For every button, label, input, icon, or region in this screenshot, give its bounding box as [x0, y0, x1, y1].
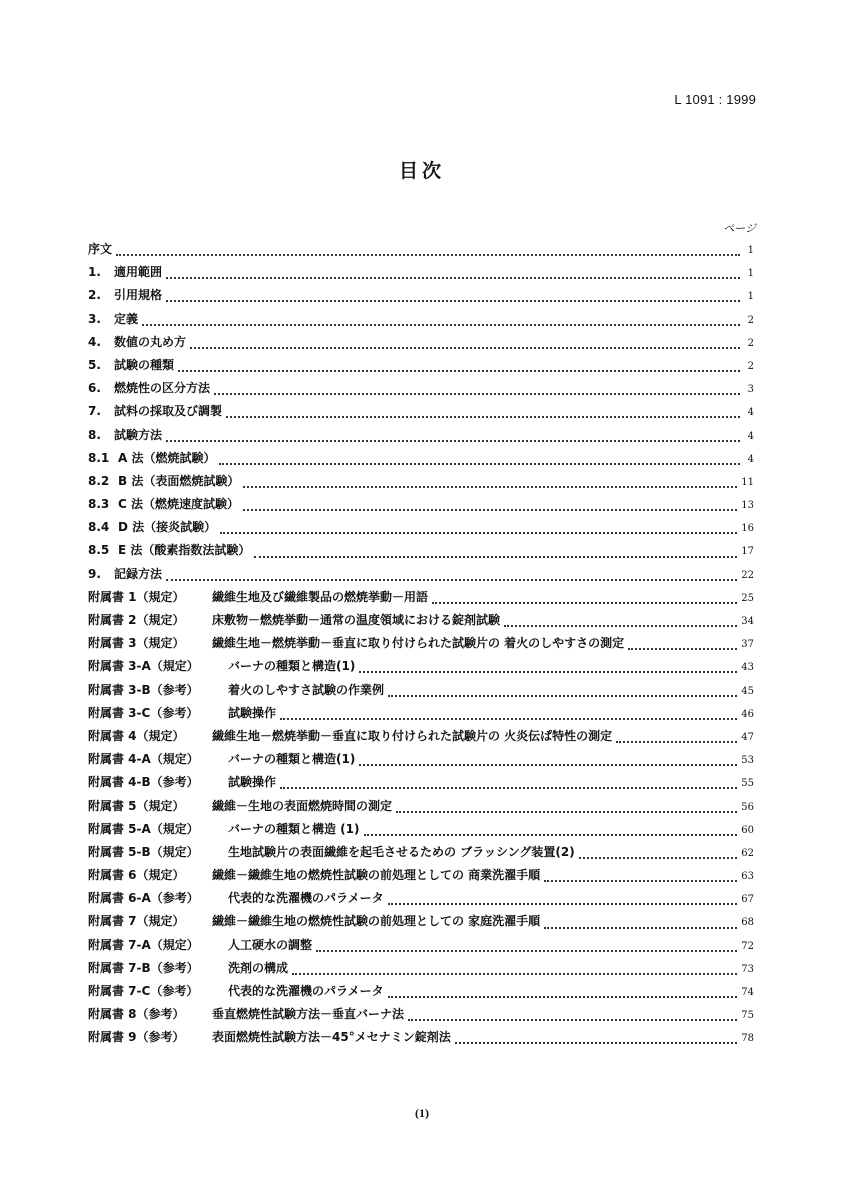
dot-leader [359, 670, 737, 673]
toc-entry-title: 適用範囲 [114, 265, 163, 280]
dot-leader [219, 462, 740, 465]
toc-entry-page: 25 [741, 592, 754, 604]
dot-leader [455, 1041, 738, 1044]
dot-leader [226, 415, 740, 418]
toc-entry[interactable] [88, 333, 754, 356]
toc-entry-number: 3. [88, 311, 101, 326]
toc-entry[interactable] [88, 889, 754, 912]
dot-leader [166, 276, 740, 279]
toc-entry-number: 附属書 5（規定） [88, 798, 185, 813]
toc-entry-number: 附属書 4-B（参考） [88, 775, 199, 790]
toc-entry-page: 62 [741, 847, 754, 859]
toc-entry-number: 附属書 5-B（規定） [88, 844, 199, 859]
dot-leader [166, 299, 740, 302]
toc-entry-title: D 法（接炎試験） [118, 520, 217, 535]
toc-entry[interactable] [88, 518, 754, 541]
toc-entry[interactable] [88, 982, 754, 1005]
toc-entry-number: 1. [88, 265, 101, 280]
toc-entry[interactable] [88, 449, 754, 472]
toc-entry-title: 繊維生地－燃焼挙動－垂直に取り付けられた試験片の 火炎伝ぱ特性の測定 [212, 728, 613, 743]
toc-entry[interactable] [88, 634, 754, 657]
dot-leader [178, 369, 740, 372]
toc-entry-page: 55 [741, 778, 754, 790]
toc-entry-page: 1 [747, 268, 754, 280]
dot-leader [316, 949, 737, 952]
toc-entry-title: 試験操作 [228, 705, 277, 720]
toc-entry[interactable] [88, 495, 754, 518]
dot-leader [432, 601, 737, 604]
dot-leader [166, 439, 740, 442]
toc-entry-title: 洗剤の構成 [228, 960, 289, 975]
toc-entry-number: 附属書 6（規定） [88, 868, 185, 883]
toc-entry-title: 数値の丸め方 [114, 334, 187, 349]
toc-entry-number: 附属書 3-B（参考） [88, 682, 199, 697]
toc-entry-number: 附属書 2（規定） [88, 613, 185, 627]
toc-entry-page: 2 [747, 360, 754, 372]
toc-entry-number: 附属書 8（参考） [88, 1007, 185, 1022]
toc-entry-number: 附属書 7-A（規定） [88, 937, 199, 952]
dot-leader [243, 485, 737, 488]
toc-entry-number: 附属書 3-A（規定） [88, 659, 199, 674]
toc-entry-page: 34 [741, 616, 754, 627]
toc-entry-number: 8.1 [88, 450, 110, 465]
toc-entry-page: 4 [747, 453, 754, 465]
dot-leader [544, 926, 737, 929]
toc-entry-title: バーナの種類と構造(1) [228, 752, 356, 767]
dot-leader [280, 786, 737, 789]
dot-leader [616, 740, 737, 743]
toc-entry-page: 67 [741, 894, 754, 906]
toc-entry-page: 74 [741, 987, 754, 998]
dot-leader [166, 578, 737, 581]
toc-entry-title: 垂直燃焼性試験方法－垂直バーナ法 [212, 1007, 405, 1022]
toc-entry-number: 9. [88, 566, 101, 581]
toc-entry[interactable] [88, 541, 754, 564]
dot-leader [292, 972, 737, 975]
dot-leader [388, 902, 738, 905]
toc-entry[interactable] [88, 750, 754, 773]
toc-entry[interactable] [88, 912, 754, 935]
toc-entry-number: 8.5 [88, 543, 110, 558]
toc-entry-page: 1 [747, 245, 754, 256]
toc-entry-page: 46 [741, 708, 754, 720]
toc-entry[interactable] [88, 263, 754, 286]
toc-entry-page: 72 [741, 940, 754, 952]
dot-leader [364, 833, 738, 836]
toc-entry-page: 37 [741, 639, 754, 651]
toc-entry-title: 人工硬水の調整 [228, 937, 313, 952]
toc-entry-number: 8.2 [88, 473, 110, 488]
toc-entry[interactable] [88, 773, 754, 796]
dot-leader [388, 995, 738, 998]
toc-entry[interactable] [88, 704, 754, 727]
toc-entry-number: 附属書 1（規定） [88, 589, 185, 604]
toc-entry[interactable] [88, 310, 754, 333]
toc-entry-title: 代表的な洗濯機のパラメータ [228, 891, 384, 906]
dot-leader [408, 1018, 737, 1021]
toc-entry-page: 43 [741, 662, 754, 674]
toc-entry[interactable] [88, 611, 754, 634]
toc-entry-page: 60 [741, 824, 754, 836]
page-title: 目次 [398, 160, 445, 182]
dot-leader [190, 346, 740, 349]
document-id: L 1091 : 1999 [674, 92, 756, 107]
toc-entry-number: 附属書 5-A（規定） [88, 821, 199, 836]
dot-leader [214, 392, 740, 395]
toc-entry[interactable] [88, 426, 754, 449]
toc-entry-title: 燃焼性の区分方法 [114, 381, 211, 396]
toc-entry-number: 附属書 4-A（規定） [88, 752, 199, 767]
toc-entry-page: 13 [741, 500, 754, 512]
toc-entry-page: 4 [747, 430, 754, 442]
toc-entry-title: 生地試験片の表面繊維を起毛させるための ブラッシング装置(2) [228, 844, 575, 859]
toc-entry-title: 繊維生地－燃焼挙動－垂直に取り付けられた試験片の 着火のしやすさの測定 [212, 636, 625, 651]
toc-entry[interactable] [88, 681, 754, 704]
toc-entry-number: 8.4 [88, 520, 110, 535]
toc-entry[interactable] [88, 657, 754, 680]
toc-entry-page: 22 [741, 569, 754, 581]
toc-entry[interactable] [88, 727, 754, 750]
toc-entry-title: 記録方法 [114, 566, 163, 581]
toc-entry-number: 附属書 4（規定） [88, 728, 185, 743]
toc-entry-number: 5. [88, 357, 101, 372]
toc-entry-number: 7. [88, 404, 101, 419]
toc-entry-number: 4. [88, 334, 101, 349]
dot-leader [544, 879, 737, 882]
toc-entry-title: 繊維－繊維生地の燃焼性試験の前処理としての 家庭洗濯手順 [212, 914, 541, 929]
toc-entry-number: 6. [88, 381, 101, 396]
toc-entry-page: 68 [741, 917, 754, 929]
toc-entry-number: 8. [88, 427, 101, 442]
toc-entry[interactable] [88, 1005, 754, 1028]
dot-leader [359, 763, 737, 766]
toc-entry-page: 63 [741, 871, 754, 883]
toc-entry-number: 附属書 7-B（参考） [88, 960, 199, 975]
dot-leader [504, 624, 737, 627]
toc-entry[interactable] [88, 379, 754, 402]
toc-entry-page: 75 [741, 1010, 754, 1022]
toc-entry-page: 2 [747, 314, 754, 326]
toc-entry-number: 附属書 7-C（参考） [88, 984, 199, 998]
toc-entry-page: 17 [741, 546, 754, 558]
toc-entry-title: 試験操作 [228, 775, 277, 790]
toc-entry[interactable] [88, 472, 754, 495]
toc-entry-page: 4 [747, 407, 754, 419]
toc-entry[interactable] [88, 588, 754, 611]
toc-entry-title: 試験方法 [114, 427, 163, 442]
page-column-label: ページ [723, 222, 756, 235]
dot-leader [396, 810, 737, 813]
toc-entry-page: 11 [741, 476, 754, 488]
toc-entry-number: 附属書 6-A（参考） [88, 891, 199, 906]
toc-entry-title: 着火のしやすさ試験の作業例 [228, 682, 385, 697]
toc-entry-page: 47 [741, 731, 754, 743]
toc-entry-page: 16 [741, 523, 754, 535]
toc-entry-title: 繊維－繊維生地の燃焼性試験の前処理としての 商業洗濯手順 [212, 868, 541, 883]
toc-entry[interactable] [88, 797, 754, 820]
toc-entry[interactable] [88, 820, 754, 843]
toc-entry-number: 附属書 9（参考） [88, 1030, 185, 1045]
toc-entry[interactable] [88, 565, 754, 588]
toc-entry-title: 表面燃焼性試験方法－45°メセナミン錠剤法 [212, 1030, 451, 1045]
toc-entry-page: 2 [747, 337, 754, 349]
dot-leader [388, 694, 737, 697]
toc-entry-title: 引用規格 [114, 288, 163, 303]
dot-leader [116, 253, 740, 256]
toc-entry[interactable] [88, 240, 754, 263]
toc-entry-page: 73 [741, 963, 754, 975]
toc-entry-number: 附属書 7（規定） [88, 914, 185, 929]
dot-leader [280, 717, 737, 720]
toc-entry[interactable] [88, 866, 754, 889]
dot-leader [243, 508, 737, 511]
toc-entry-title: B 法（表面燃焼試験） [118, 473, 240, 488]
toc-entry-title: E 法（酸素指数法試験） [118, 543, 251, 558]
table-of-contents [88, 240, 754, 1052]
toc-entry-title: 試験の種類 [114, 357, 175, 372]
toc-entry-page: 53 [741, 755, 754, 767]
toc-entry-page: 3 [747, 384, 754, 396]
toc-entry[interactable] [88, 1028, 754, 1051]
toc-entry[interactable] [88, 936, 754, 959]
toc-entry[interactable] [88, 356, 754, 379]
toc-entry-title: バーナの種類と構造(1) [228, 659, 356, 674]
toc-entry-number: 附属書 3（規定） [88, 636, 185, 651]
toc-entry-title: バーナの種類と構造 (1) [228, 821, 360, 836]
toc-entry-page: 78 [741, 1033, 754, 1045]
toc-entry-title: 床敷物－燃焼挙動－通常の温度領域における錠剤試験 [212, 613, 501, 627]
toc-entry-title: 試料の採取及び調製 [114, 404, 223, 419]
toc-entry-number: 2. [88, 288, 101, 303]
toc-entry-title: C 法（燃焼速度試験） [118, 497, 239, 512]
page-number: (1) [415, 1106, 429, 1120]
toc-entry[interactable] [88, 843, 754, 866]
toc-entry-page: 1 [747, 291, 754, 303]
dot-leader [142, 323, 740, 326]
dot-leader [628, 647, 737, 650]
toc-entry-title: 繊維生地及び繊維製品の燃焼挙動－用語 [212, 589, 429, 604]
toc-entry[interactable] [88, 286, 754, 309]
toc-entry-title: 繊維－生地の表面燃焼時間の測定 [212, 798, 393, 813]
toc-entry[interactable] [88, 959, 754, 982]
toc-entry-page: 56 [741, 801, 754, 813]
toc-entry-title: 代表的な洗濯機のパラメータ [228, 984, 384, 998]
toc-entry-number: 附属書 3-C（参考） [88, 705, 199, 720]
toc-entry-title: 序文 [88, 242, 113, 256]
toc-entry-title: A 法（燃焼試験） [118, 450, 216, 465]
toc-entry-page: 45 [741, 685, 754, 697]
toc-entry-title: 定義 [114, 311, 139, 326]
dot-leader [254, 555, 737, 558]
toc-entry[interactable] [88, 402, 754, 425]
dot-leader [220, 531, 737, 534]
dot-leader [579, 856, 738, 859]
toc-entry-number: 8.3 [88, 497, 110, 512]
